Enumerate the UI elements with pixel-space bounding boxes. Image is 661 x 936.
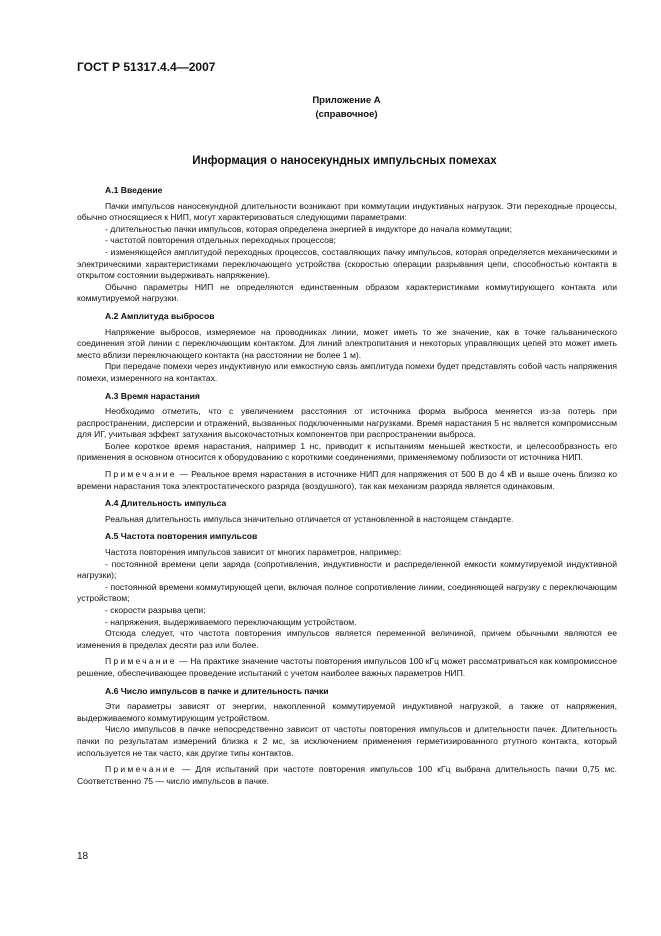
section-heading-a6: А.6 Число импульсов в пачке и длительность пачки	[105, 685, 329, 696]
paragraph: Пачки импульсов наносекундной длительности возникают при коммутации индуктивных нагрузок. Эти переходные процессы, обычно относящиеся к НИП, могут характеризоваться следующими параметрами:	[77, 200, 617, 223]
paragraph: Частота повторения импульсов зависит от многих параметров, например:	[105, 547, 402, 558]
note-text: — Для испытаний при частоте повторения импульсов 100 кГц выбрана длительность пачки 0,75 мс. Соответственно 75 — число импульсов в пачке.	[77, 764, 617, 786]
list-item: - частотой повторения отдельных переходных процессов;	[105, 235, 336, 246]
note-label: Примечание	[105, 469, 177, 480]
note-label: Примечание	[105, 764, 177, 775]
paragraph: При передаче помехи через индуктивную или емкостную связь амплитуда помехи будет представлять собой часть напряжения помехи, измеренного на контактах.	[77, 361, 617, 383]
paragraph: Более короткое время нарастания, например 1 нс, приводит к испытаниям меньшей жесткости, и целесообразность его применения в основном относится к оборудованию с короткими соединениями, применяемому поблизости от источника НИП.	[77, 440, 617, 463]
paragraph: Необходимо отметить, что с увеличением расстояния от источника форма выброса меняется из-за потерь при распространении, дисперсии и отражений, вызванных подключенными нагрузками. Время нарастания 5 нс является компромиссным для ИГ, учитывая эффект затухания высокочастотных компонентов при распространении выброса.	[77, 406, 617, 440]
document-id: ГОСТ Р 51317.4.4—2007	[77, 60, 216, 74]
appendix-title: Информация о наносекундных импульсных помехах	[192, 155, 497, 167]
paragraph: Отсюда следует, что частота повторения импульсов является переменной величиной, причем обычными являются ее изменения в пределах десяти раз или более.	[77, 628, 617, 650]
page-number: 18	[77, 851, 89, 862]
list-item: - скорости разрыва цепи;	[105, 605, 206, 615]
list-item: - изменяющейся амплитудой переходных процессов, составляющих пачку импульсов, которая определяется механическими и электрическими характеристиками переключающего устройства (скоростью операции разрывания цепи, способностью контакта в открытом состоянии выдерживать напряжение).	[77, 246, 617, 281]
paragraph: Реальная длительность импульса значительно отличается от установленной в настоящем стандарте.	[105, 513, 514, 524]
paragraph: Эти параметры зависят от энергии, накопленной коммутируемой индуктивной нагрузкой, а также от напряжения, выдерживаемого коммутирующим устройством.	[77, 701, 617, 723]
note	[77, 764, 617, 787]
section-heading-a3: А.3 Время нарастания	[105, 390, 200, 401]
paragraph: Обычно параметры НИП не определяются единственным образом характеристиками коммутирующего контакта или коммутируемой нагрузки.	[77, 281, 617, 304]
paragraph: Напряжение выбросов, измеряемое на проводниках линии, может иметь то же значение, как в точке гальванического соединения этой линии с переключающим контактом. Для линий электропитания и некоторых управляющих цепей это может иметь место вблизи переключающего контакта (на расстоянии не более 1 м).	[77, 326, 617, 360]
note	[77, 469, 617, 492]
paragraph: Число импульсов в пачке непосредственно зависит от частоты повторения импульсов и длительности пачек. Длительность пачки по результатам измерений близка к 2 мс, за исключением применения герметизированного ртутного контакта, который используется не так часто, как другие типы контактов.	[77, 724, 617, 758]
section-heading-a1: А.1 Введение	[105, 185, 163, 195]
appendix-label: Приложение А	[312, 95, 381, 106]
section-heading-a5: А.5 Частота повторения импульсов	[105, 531, 258, 542]
section-heading-a4: А.4 Длительность импульса	[105, 498, 227, 509]
list-item: - постоянной времени цепи заряда (сопротивления, индуктивности и распределенной емкости коммутируемой индуктивной нагрузки);	[77, 558, 617, 581]
note	[77, 656, 617, 679]
list-item: - постоянной времени коммутирующей цепи, включая полное сопротивление линии, соединяющей нагрузку с переключающим устройством;	[77, 581, 617, 604]
document-body	[77, 185, 617, 791]
appendix-type: (справочное)	[315, 109, 378, 120]
section-heading-a2: А.2 Амплитуда выбросов	[105, 310, 215, 321]
note-label: Примечание	[105, 656, 177, 667]
list-item: - напряжения, выдерживаемого переключающим устройством.	[105, 616, 357, 627]
note-text: — На практике значение частоты повторения импульсов 100 кГц может рассматриваться как компромиссное решение, обеспечивающее проведение испытаний с учетом наиболее важных параметров НИП.	[77, 656, 617, 678]
note-text: — Реальное время нарастания в источнике НИП для напряжения от 500 В до 4 кВ и выше очень близко ко времени нарастания тока электростатического разряда (воздушного), так как механизм разряда является одинаковым.	[77, 469, 617, 491]
list-item: - длительностью пачки импульсов, которая определена энергией в индукторе до начала коммутации;	[105, 223, 512, 234]
